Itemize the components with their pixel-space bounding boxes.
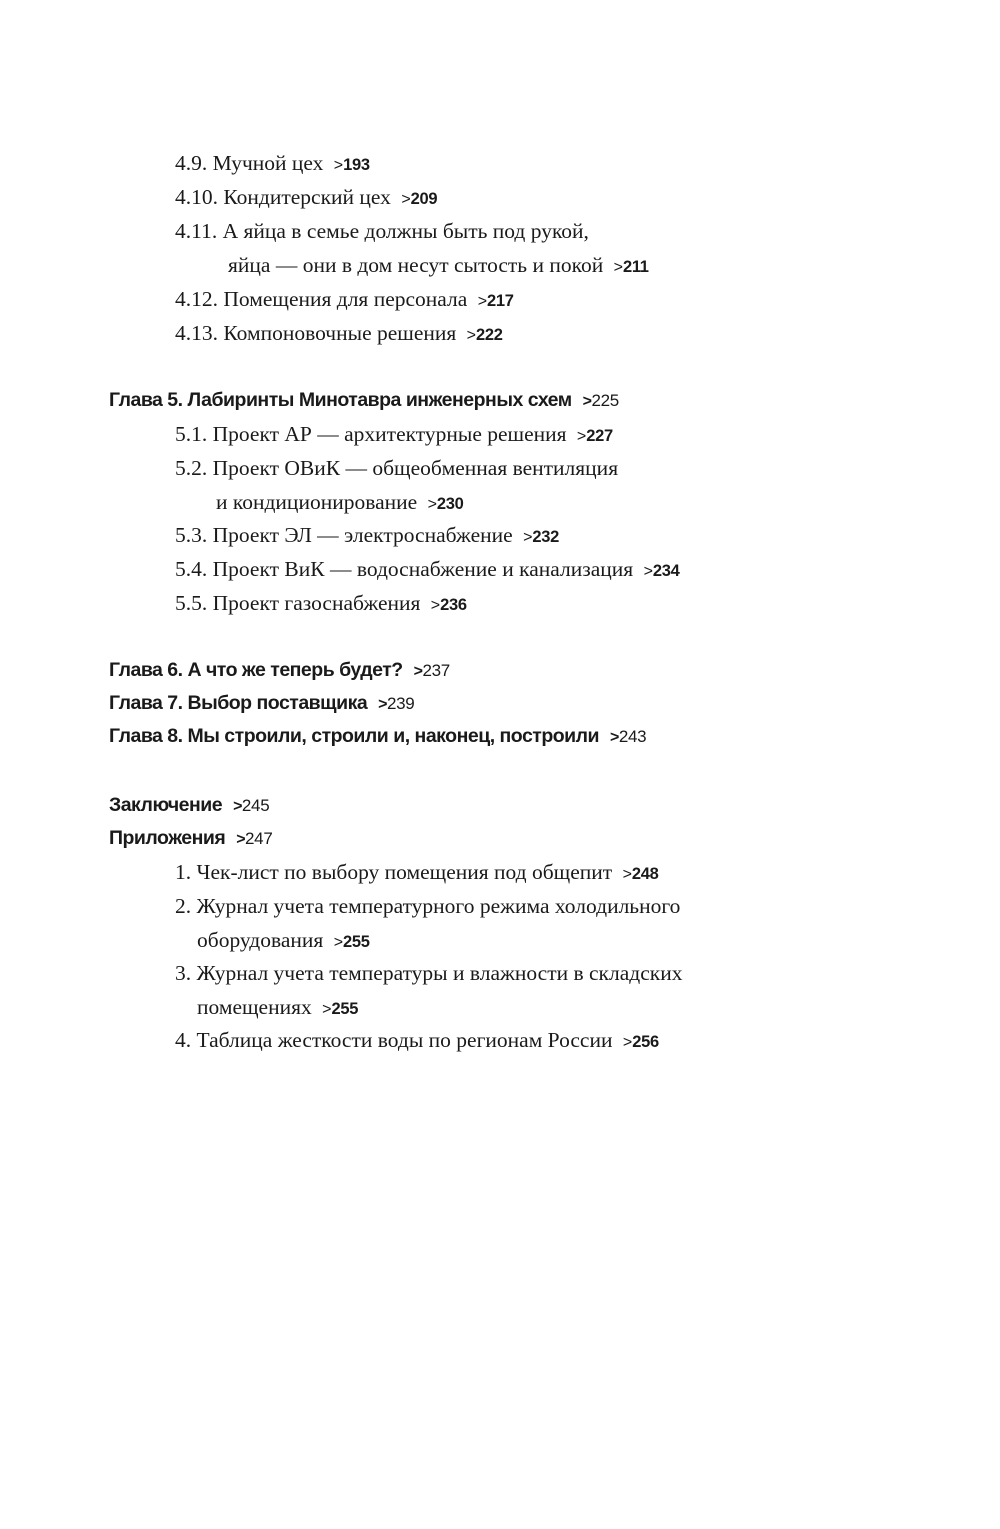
toc-entry-4-11-continuation <box>228 252 649 281</box>
toc-entry-4-9 <box>175 150 370 179</box>
toc-chapter-8 <box>109 723 646 751</box>
entry-title: Проект ЭЛ — электроснабжение <box>212 523 513 547</box>
entry-number: 1. <box>175 860 192 884</box>
toc-entry-4-12 <box>175 286 514 315</box>
entry-number: 4.13. <box>175 321 218 345</box>
entry-number: 5.4. <box>175 557 208 581</box>
toc-entry-5-4 <box>175 556 680 585</box>
chapter-title: Глава 6. А что же теперь будет? <box>109 659 403 681</box>
entry-title: Компоновочные решения <box>223 321 457 345</box>
toc-chapter-6 <box>109 657 450 685</box>
toc-entry-5-3 <box>175 522 559 551</box>
toc-entry-5-2 <box>175 455 618 481</box>
entry-title: Мучной цех <box>212 151 324 175</box>
arrow-icon: > <box>523 529 533 546</box>
toc-appendices <box>109 825 273 853</box>
entry-title: Проект ВиК — водоснабжение и канализация <box>212 557 634 581</box>
entry-page: 256 <box>632 1033 659 1051</box>
chapter-title: Глава 5. Лабиринты Минотавра инженерных схем <box>109 389 572 411</box>
entry-page: 234 <box>652 562 680 580</box>
entry-number: 5.1. <box>175 422 208 446</box>
entry-page: 255 <box>343 933 370 951</box>
arrow-icon: > <box>430 597 441 614</box>
arrow-icon: > <box>333 157 344 174</box>
arrow-icon: > <box>622 866 632 883</box>
toc-entry-5-2-continuation <box>216 489 464 518</box>
entry-title: Журнал учета температурного режима холодильного <box>196 894 681 918</box>
entry-page: 230 <box>436 495 464 513</box>
entry-page: 209 <box>410 190 438 208</box>
entry-title-continuation: и кондиционирование <box>216 490 418 514</box>
chapter-title: Заключение <box>109 794 223 816</box>
entry-title: Проект АР — архитектурные решения <box>212 422 567 446</box>
entry-number: 4.9. <box>175 151 208 175</box>
toc-entry-5-1 <box>175 421 613 450</box>
entry-title-continuation: яйца — они в дом несут сытость и покой <box>228 253 604 277</box>
arrow-icon: > <box>576 428 587 445</box>
arrow-icon: > <box>477 293 488 310</box>
entry-title: Проект газоснабжения <box>212 591 421 615</box>
arrow-icon: > <box>643 563 653 580</box>
chapter-title: Глава 7. Выбор поставщика <box>109 692 368 714</box>
toc-entry-5-5 <box>175 590 467 619</box>
entry-page: 217 <box>487 292 514 310</box>
entry-number: 4.12. <box>175 287 218 311</box>
chapter-page: 243 <box>618 727 647 746</box>
arrow-icon: > <box>582 393 592 410</box>
entry-title: Журнал учета температуры и влажности в складских <box>196 961 683 985</box>
arrow-icon: > <box>427 496 437 513</box>
entry-title: А яйца в семье должны быть под рукой, <box>222 219 589 243</box>
arrow-icon: > <box>333 934 344 951</box>
arrow-icon: > <box>378 696 387 713</box>
entry-title-continuation: оборудования <box>197 928 324 952</box>
entry-number: 2. <box>175 894 192 918</box>
arrow-icon: > <box>413 663 423 680</box>
toc-appendix-2-continuation <box>197 927 370 956</box>
arrow-icon: > <box>401 191 411 208</box>
entry-number: 5.2. <box>175 456 208 480</box>
chapter-page: 245 <box>241 796 270 815</box>
toc-conclusion <box>109 792 269 820</box>
entry-page: 232 <box>532 528 560 546</box>
entry-page: 211 <box>622 258 649 276</box>
entry-title: Помещения для персонала <box>223 287 468 311</box>
toc-chapter-5 <box>109 387 619 415</box>
toc-appendix-2 <box>175 893 680 919</box>
entry-page: 193 <box>343 156 370 174</box>
toc-chapter-7 <box>109 690 414 718</box>
arrow-icon: > <box>233 798 242 815</box>
entry-page: 255 <box>331 1000 359 1018</box>
entry-number: 4.10. <box>175 185 218 209</box>
entry-number: 4.11. <box>175 219 218 243</box>
entry-number: 3. <box>175 961 192 985</box>
arrow-icon: > <box>466 327 476 344</box>
chapter-page: 239 <box>386 694 415 713</box>
toc-appendix-1 <box>175 859 659 888</box>
entry-title: Проект ОВиК — общеобменная вентиляция <box>212 456 619 480</box>
entry-page: 236 <box>440 596 467 614</box>
entry-title: Таблица жесткости воды по регионам России <box>196 1028 613 1052</box>
toc-entry-4-11 <box>175 218 589 244</box>
chapter-title: Приложения <box>109 827 226 849</box>
entry-title: Кондитерский цех <box>223 185 391 209</box>
toc-appendix-3 <box>175 960 682 986</box>
arrow-icon: > <box>622 1034 633 1051</box>
arrow-icon: > <box>613 259 623 276</box>
entry-number: 4. <box>175 1028 192 1052</box>
chapter-page: 237 <box>422 661 450 680</box>
entry-page: 227 <box>586 427 613 445</box>
toc-entry-4-13 <box>175 320 503 349</box>
entry-page: 248 <box>631 865 659 883</box>
chapter-title: Глава 8. Мы строили, строили и, наконец, построили <box>109 725 600 747</box>
entry-page: 222 <box>476 326 503 344</box>
arrow-icon: > <box>609 729 619 746</box>
chapter-page: 225 <box>591 391 619 410</box>
chapter-page: 247 <box>245 829 273 848</box>
arrow-icon: > <box>236 831 246 848</box>
toc-appendix-3-continuation <box>197 994 358 1023</box>
entry-number: 5.5. <box>175 591 208 615</box>
arrow-icon: > <box>322 1001 332 1018</box>
toc-entry-4-10 <box>175 184 437 213</box>
toc-appendix-4 <box>175 1027 659 1056</box>
entry-title-continuation: помещениях <box>197 995 312 1019</box>
entry-number: 5.3. <box>175 523 208 547</box>
entry-title: Чек-лист по выбору помещения под общепит <box>196 860 613 884</box>
